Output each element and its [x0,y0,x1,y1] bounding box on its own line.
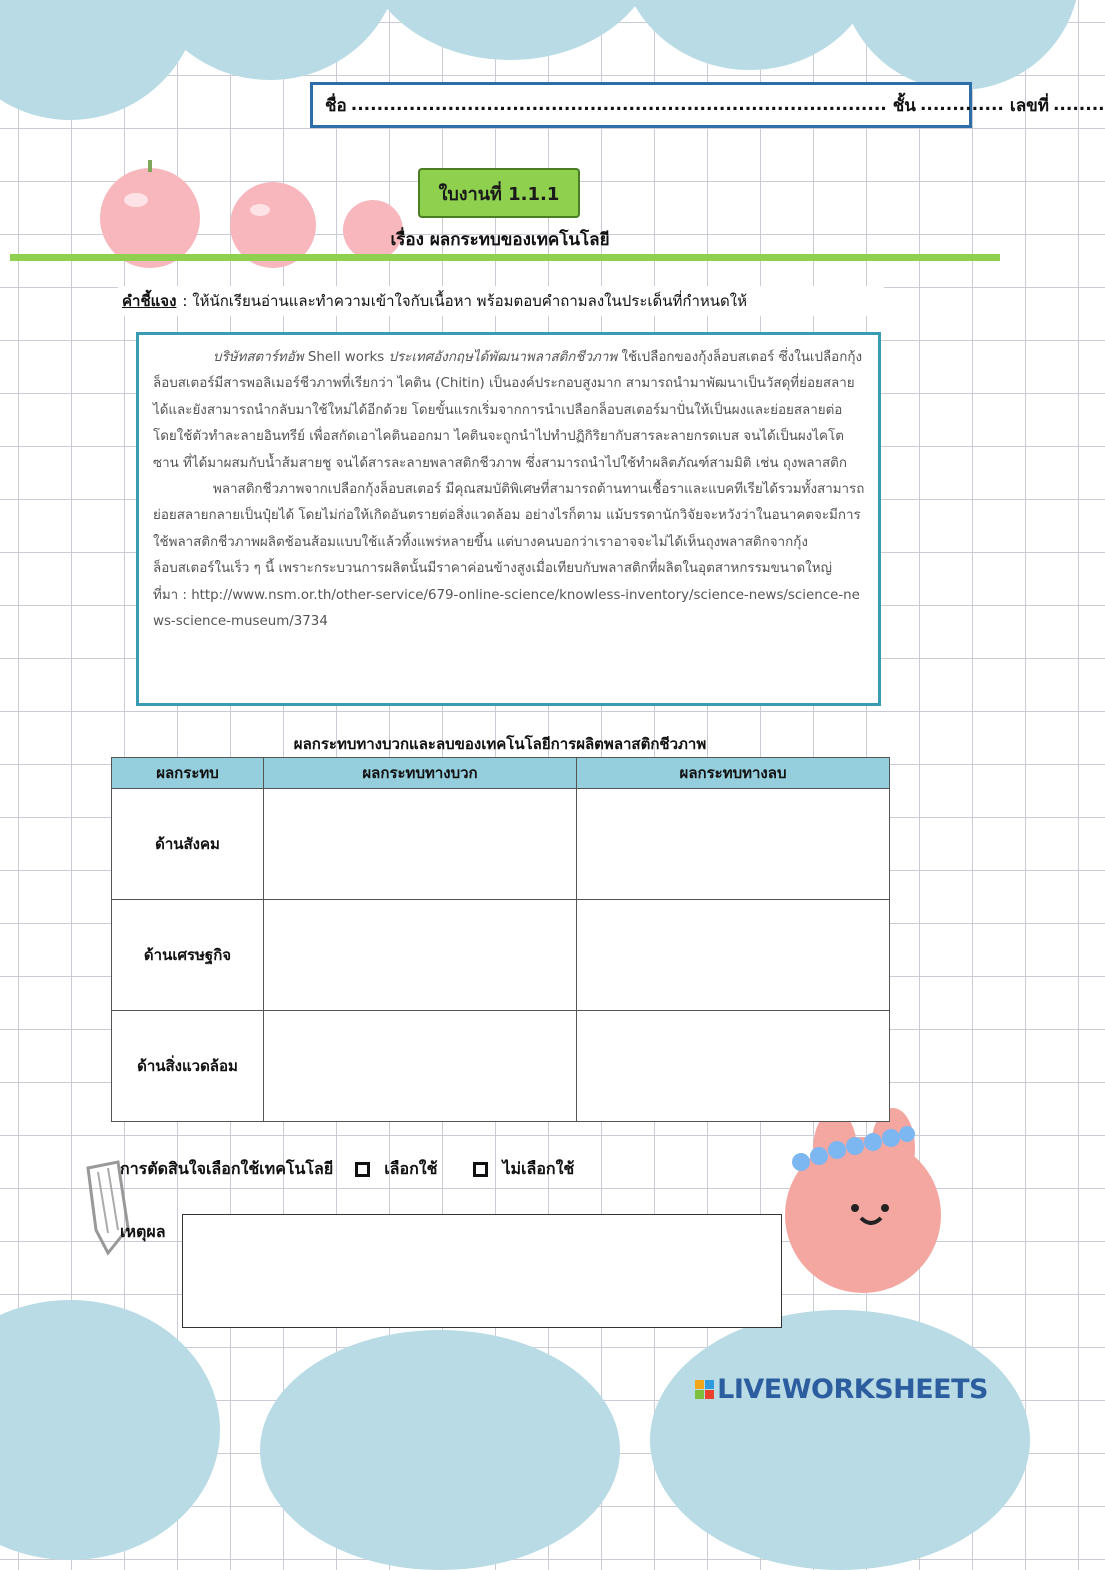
economic-positive-answer[interactable] [264,900,577,1011]
divider-line [10,254,1000,261]
environment-positive-answer[interactable] [264,1011,577,1122]
logo-text: LIVEWORKSHEETS [717,1374,988,1405]
student-info-box [310,82,1105,128]
instruction-label: คำชี้แจง [122,292,177,310]
cloud-top-far-right [840,0,1080,90]
reading-passage [136,332,881,706]
worksheet-badge: ใบงานที่ 1.1.1 [418,168,580,218]
option-not-use-label: ไม่เลือกใช้ [502,1158,575,1178]
passage-paragraph-1: บริษัทสตาร์ทอัพ Shell works ประเทศอังกฤษได้พัฒนาพลาสติกชีวภาพ ใช้เปลือกของกุ้งล็อบสเตอร์ ซึ่งในเปลือกกุ้งล็อบสเตอร์มีสารพอลิเมอร์ชีวภาพที่เรียกว่า ไคติน (Chitin) เป็นองค์ประกอบสูงมาก สามารถนำมาพัฒนาเป็นวัสดุที่ย่อยสลายได้และยังสามารถนำกลับมาใช้ใหม่ได้อีกด้วย โดยขั้นแรกเริ่มจากการนำเปลือกล็อบสเตอร์มาปั่นให้เป็นผงและย่อยสลายต่อโดยใช้ตัวทำละลายอินทรีย์ เพื่อสกัดเอาไคตินออกมา ไคตินจะถูกนำไปทำปฏิกิริยากับสารละลายกรดเบส จนได้เป็นผงไคโตซาน ที่ได้มาผสมกับน้ำส้มสายชู จนได้สารละลายพลาสติกชีวภาพ ซึ่งสามารถนำไปใช้ทำผลิตภัณฑ์สามมิติ เช่น ถุงพลาสติก [153,350,862,471]
cloud-bottom-right [650,1310,1030,1570]
row-label-social: ด้านสังคม [112,789,264,900]
social-positive-answer[interactable] [264,789,577,900]
header-impact: ผลกระทบ [112,758,264,789]
number-field[interactable]: ........ [1052,95,1105,115]
liveworksheets-logo-icon [695,1380,714,1399]
class-label: ชั้น [892,95,916,116]
table-title: ผลกระทบทางบวกและลบของเทคโนโลยีการผลิตพลาสติกชีวภาพ [293,735,707,753]
header-positive: ผลกระทบทางบวก [264,758,577,789]
reason-label: เหตุผล [120,1222,166,1241]
row-label-environment: ด้านสิ่งแวดล้อม [112,1011,264,1122]
cloud-top-mid2 [360,0,660,60]
class-field[interactable]: ............. [919,95,1004,115]
passage-paragraph-2: พลาสติกชีวภาพจากเปลือกกุ้งล็อบสเตอร์ มีคุณสมบัติพิเศษที่สามารถต้านทานเชื้อราและแบคทีเรียได้รวมทั้งสามารถย่อยสลายกลายเป็นปุ๋ยได้ โดยไม่ก่อให้เกิดอันตรายต่อสิ่งแวดล้อม อย่างไรก็ตาม แม้บรรดานักวิจัยจะหวังว่าในอนาคตจะมีการใช้พลาสติกชีวภาพผลิตช้อนส้อมแบบใช้แล้วทิ้งแพร่หลายขึ้น แต่บางคนบอกว่าเราอาจจะไม่ได้เห็นถุงพลาสติกจากกุ้งล็อบสเตอร์ในเร็ว ๆ นี้ เพราะกระบวนการผลิตนั้นมีราคาค่อนข้างสูงเมื่อเทียบกับพลาสติกที่ผลิตในอุตสาหกรรมขนาดใหญ่ [153,482,865,577]
reason-input[interactable] [182,1214,782,1328]
option-use-label: เลือกใช้ [384,1158,438,1178]
liveworksheets-logo [695,1374,988,1405]
header-negative: ผลกระทบทางลบ [577,758,890,789]
environment-negative-answer[interactable] [577,1011,890,1122]
name-field[interactable]: ................................................................................... [350,95,887,115]
bunny-icon [785,1100,945,1300]
cloud-bottom-left [0,1300,220,1560]
table-row [112,900,890,1011]
name-label: ชื่อ [325,95,347,116]
impact-table [111,757,890,1122]
instruction-text: : ให้นักเรียนอ่านและทำความเข้าใจกับเนื้อหา พร้อมตอบคำถามลงในประเด็นที่กำหนดให้ [182,292,747,310]
social-negative-answer[interactable] [577,789,890,900]
use-checkbox-icon[interactable] [355,1162,370,1177]
decision-label: การตัดสินใจเลือกใช้เทคโนโลยี [120,1158,334,1178]
decision-row [120,1154,574,1184]
passage-source: ที่มา : http://www.nsm.or.th/other-service/679-online-science/knowless-inventory/science-news/science-news-science-museum/3734 [153,587,860,630]
number-label: เลขที่ [1009,95,1049,116]
economic-negative-answer[interactable] [577,900,890,1011]
row-label-economic: ด้านเศรษฐกิจ [112,900,264,1011]
worksheet-subject: เรื่อง ผลกระทบของเทคโนโลยี [390,230,610,250]
instruction [118,286,884,316]
not-use-checkbox-icon[interactable] [473,1162,488,1177]
cloud-bottom-mid [260,1330,620,1570]
table-header-row [112,758,890,789]
cloud-top-mid [140,0,400,80]
table-row [112,1011,890,1122]
cloud-top-right [620,0,880,70]
table-row [112,789,890,900]
